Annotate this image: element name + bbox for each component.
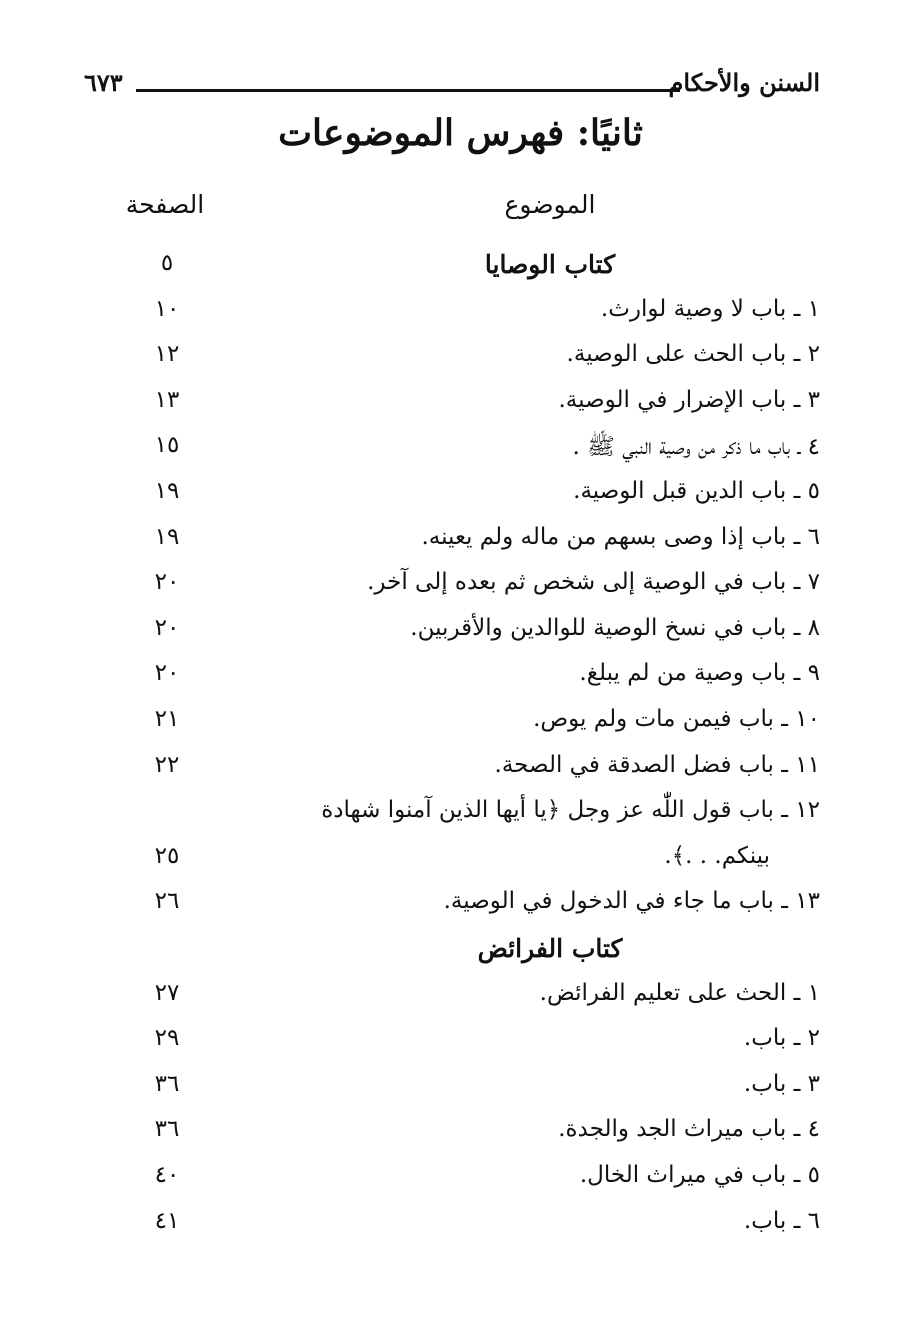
- toc-entry: [100, 746, 820, 790]
- toc-entry-title: ٩ ـ باب وصية من لم يبلغ.: [579, 660, 820, 687]
- toc-book-heading: [100, 244, 820, 288]
- toc-entry-title: ١ ـ باب لا وصية لوارث.: [600, 295, 820, 322]
- toc-entry-title: ٥ ـ باب الدين قبل الوصية.: [573, 478, 820, 504]
- toc-entry-page: ١٩: [154, 523, 180, 550]
- toc-entry-page: ١٩: [154, 478, 180, 504]
- toc-entry: [100, 381, 820, 425]
- toc-entry-page: ٤١: [154, 1207, 180, 1234]
- toc-entry: [100, 472, 820, 516]
- toc-entry-title: ٨ ـ باب في نسخ الوصية للوالدين والأقربين.: [410, 614, 820, 641]
- toc-entry-page: ١٢: [154, 341, 180, 368]
- toc-entry-title: ٧ ـ باب في الوصية إلى شخص ثم بعده إلى آخر.: [367, 569, 820, 596]
- toc-entry-title: ١٢ ـ باب قول اللّٰه عز وجل ﴿يا أيها الذين آمنوا شهادة: [321, 797, 820, 824]
- toc-entry-title: بينكم. . .﴾.: [664, 842, 770, 869]
- toc-entry: [100, 791, 820, 835]
- toc-entry-title: ١ ـ الحث على تعليم الفرائض.: [539, 979, 820, 1006]
- toc-entry: [100, 1065, 820, 1109]
- toc-entry: [100, 518, 820, 562]
- toc-entry-page: ١٥: [154, 432, 180, 459]
- toc-entry-title: ٥ ـ باب في ميراث الخال.: [579, 1162, 820, 1188]
- toc-entry: [100, 290, 820, 334]
- toc-entry: [100, 426, 820, 470]
- toc-entry-title: ١٣ ـ باب ما جاء في الدخول في الوصية.: [443, 888, 820, 915]
- section-title: ثانيًا: فهرس الموضوعات: [278, 112, 643, 154]
- toc-entry-title: ٣ ـ باب الإضرار في الوصية.: [558, 386, 820, 413]
- toc-entry-page: ٤٠: [154, 1162, 180, 1188]
- toc-entry-page: ٢١: [154, 706, 180, 732]
- toc-entry: [100, 1156, 820, 1200]
- toc-entry-page: ٣٦: [154, 1116, 180, 1143]
- toc-book-heading: [100, 928, 820, 972]
- toc-entry-title: ٦ ـ باب إذا وصى بسهم من ماله ولم يعينه.: [421, 523, 820, 550]
- toc-entry: [100, 1019, 820, 1063]
- toc-entry-title: ٦ ـ باب.: [743, 1207, 820, 1234]
- toc-entry-page: ١٣: [154, 386, 180, 413]
- toc-entry-page: ٥: [160, 250, 174, 276]
- toc-entry: [100, 335, 820, 379]
- column-header-topic: الموضوع: [504, 190, 596, 219]
- toc-entry-page: ٣٦: [154, 1070, 180, 1097]
- toc-entry-title: ٤ ـ باب ميراث الجد والجدة.: [558, 1116, 820, 1143]
- toc-entry: [100, 654, 820, 698]
- toc-entry-page: ٢٢: [154, 751, 180, 778]
- toc-entry-page: ١٠: [154, 295, 180, 322]
- toc-entry-title: كتاب الوصايا: [484, 250, 616, 279]
- toc-entry: [100, 837, 820, 881]
- toc-entry: [100, 882, 820, 926]
- toc-entry-page: ٢٠: [154, 614, 180, 641]
- toc-entry: [100, 1110, 820, 1154]
- toc-entry: [100, 563, 820, 607]
- toc-entry-page: ٢٧: [154, 979, 180, 1006]
- toc-entry-page: ٢٥: [154, 842, 180, 869]
- toc-entry: [100, 1202, 820, 1246]
- running-title: السنن والأحكام: [668, 68, 820, 97]
- toc-entry-page: ٢٩: [154, 1025, 180, 1052]
- toc-entry-page: ٢٦: [154, 888, 180, 915]
- toc-entry: [100, 609, 820, 653]
- toc-entry-title: ١١ ـ باب فضل الصدقة في الصحة.: [494, 751, 820, 778]
- page-number: ٦٧٣: [84, 68, 123, 97]
- toc-entry-title: كتاب الفرائض: [477, 934, 623, 963]
- toc-entry-title: ٣ ـ باب.: [743, 1070, 820, 1097]
- toc-entry-title: ٤ ـ باب ما ذكر من وصية النبي ﷺ .: [572, 434, 820, 461]
- toc-entry: [100, 700, 820, 744]
- toc-entry-title: ١٠ ـ باب فيمن مات ولم يوص.: [533, 706, 820, 732]
- column-header-page: الصفحة: [125, 190, 205, 219]
- toc-entry: [100, 974, 820, 1018]
- toc-entry-title: ٢ ـ باب.: [743, 1025, 820, 1052]
- toc-entry-page: ٢٠: [154, 569, 180, 596]
- toc-entry-title: ٢ ـ باب الحث على الوصية.: [566, 341, 820, 368]
- toc-entry-page: ٢٠: [154, 660, 180, 687]
